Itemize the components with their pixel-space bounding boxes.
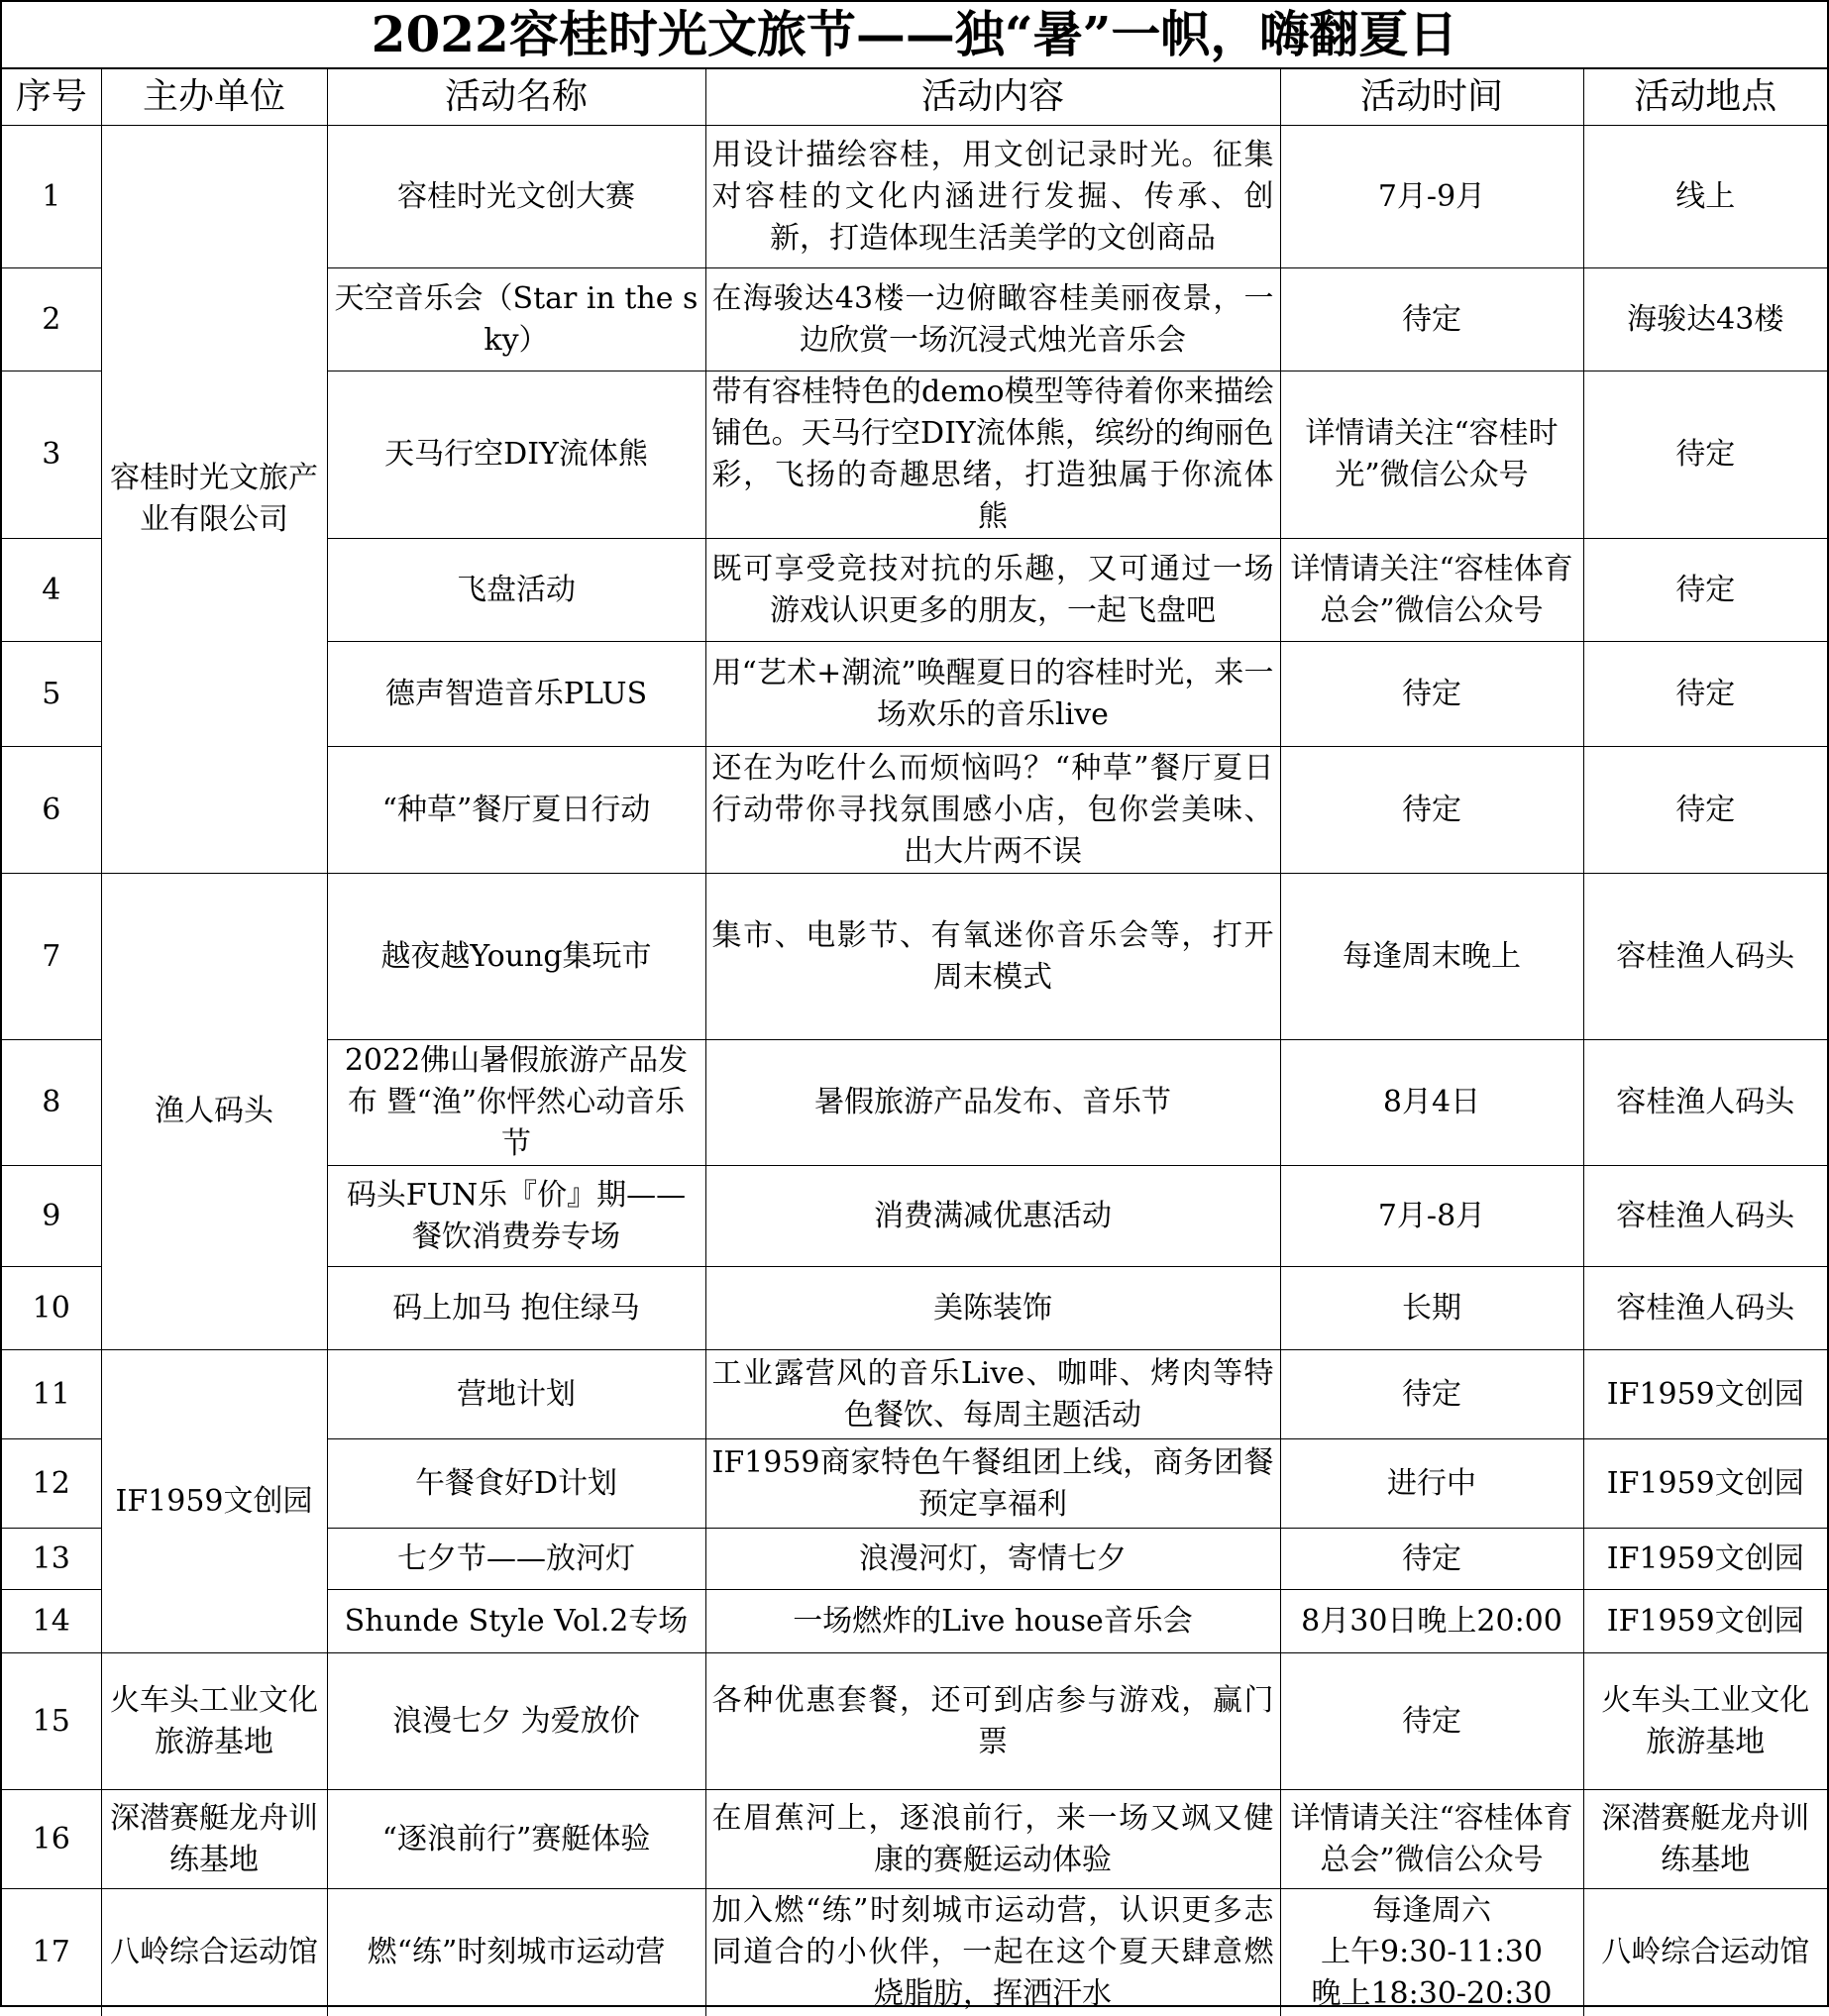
table-row <box>2 126 1827 268</box>
cell-activity-name: “逐浪前行”赛艇体验 <box>327 1790 705 1889</box>
cell-organizer: IF1959文创园 <box>101 1350 327 1653</box>
cell-activity-time: 待定 <box>1280 1350 1583 1439</box>
cell-activity-content: 既可享受竞技对抗的乐趣，又可通过一场游戏认识更多的朋友，一起飞盘吧 <box>705 539 1280 642</box>
cell-activity-content: 各种优惠套餐，还可到店参与游戏，赢门票 <box>705 1653 1280 1790</box>
cell-no: 17 <box>2 1889 101 2016</box>
cell-activity-name: 营地计划 <box>327 1350 705 1439</box>
cell-activity-place: 容桂渔人码头 <box>1583 1040 1827 1166</box>
cell-activity-name: 午餐食好D计划 <box>327 1439 705 1529</box>
header-row <box>2 69 1827 126</box>
cell-no: 4 <box>2 539 101 642</box>
cell-activity-content: 暑假旅游产品发布、音乐节 <box>705 1040 1280 1166</box>
cell-activity-name: 天空音乐会（Star in the sky） <box>327 268 705 371</box>
cell-activity-name: 码上加马 抱住绿马 <box>327 1267 705 1350</box>
table-body <box>2 126 1827 2016</box>
cell-no: 12 <box>2 1439 101 1529</box>
cell-activity-name: 德声智造音乐PLUS <box>327 642 705 747</box>
cell-activity-time: 待定 <box>1280 268 1583 371</box>
cell-organizer: 八岭综合运动馆 <box>101 1889 327 2016</box>
cell-activity-content: 在眉蕉河上，逐浪前行，来一场又飒又健康的赛艇运动体验 <box>705 1790 1280 1889</box>
cell-no: 13 <box>2 1529 101 1590</box>
cell-activity-place: IF1959文创园 <box>1583 1590 1827 1653</box>
cell-activity-name: 2022佛山暑假旅游产品发布 暨“渔”你怦然心动音乐节 <box>327 1040 705 1166</box>
cell-activity-content: 带有容桂特色的demo模型等待着你来描绘铺色。天马行空DIY流体熊，缤纷的绚丽色彩，飞扬的奇趣思绪，打造独属于你流体熊 <box>705 371 1280 539</box>
cell-activity-content: 浪漫河灯，寄情七夕 <box>705 1529 1280 1590</box>
cell-activity-time: 进行中 <box>1280 1439 1583 1529</box>
cell-activity-place: 海骏达43楼 <box>1583 268 1827 371</box>
cell-activity-time: 长期 <box>1280 1267 1583 1350</box>
cell-activity-time: 待定 <box>1280 1653 1583 1790</box>
cell-activity-time: 8月4日 <box>1280 1040 1583 1166</box>
cell-activity-place: 容桂渔人码头 <box>1583 874 1827 1040</box>
cell-activity-name: 飞盘活动 <box>327 539 705 642</box>
cell-activity-name: 越夜越Young集玩市 <box>327 874 705 1040</box>
cell-activity-place: IF1959文创园 <box>1583 1529 1827 1590</box>
cell-activity-content: 美陈装饰 <box>705 1267 1280 1350</box>
cell-activity-content: 还在为吃什么而烦恼吗？“种草”餐厅夏日行动带你寻找氛围感小店，包你尝美味、出大片两不误 <box>705 747 1280 874</box>
cell-activity-time: 待定 <box>1280 747 1583 874</box>
cell-no: 10 <box>2 1267 101 1350</box>
cell-no: 8 <box>2 1040 101 1166</box>
cell-no: 6 <box>2 747 101 874</box>
cell-activity-content: 加入燃“练”时刻城市运动营，认识更多志同道合的小伙伴，一起在这个夏天肆意燃烧脂肪，挥洒汗水 <box>705 1889 1280 2016</box>
cell-activity-place: IF1959文创园 <box>1583 1350 1827 1439</box>
page-title: 2022容桂时光文旅节——独“暑”一帜，嗨翻夏日 <box>2 2 1827 69</box>
cell-activity-time: 待定 <box>1280 1529 1583 1590</box>
header-no: 序号 <box>2 69 101 126</box>
cell-no: 7 <box>2 874 101 1040</box>
cell-activity-content: 消费满减优惠活动 <box>705 1166 1280 1267</box>
cell-activity-name: 码头FUN乐『价』期——餐饮消费券专场 <box>327 1166 705 1267</box>
table-row <box>2 874 1827 1040</box>
cell-organizer: 火车头工业文化旅游基地 <box>101 1653 327 1790</box>
cell-activity-name: 天马行空DIY流体熊 <box>327 371 705 539</box>
cell-activity-place: 待定 <box>1583 642 1827 747</box>
cell-activity-place: 容桂渔人码头 <box>1583 1166 1827 1267</box>
cell-activity-place: 火车头工业文化旅游基地 <box>1583 1653 1827 1790</box>
table-row <box>2 1790 1827 1889</box>
cell-activity-name: 七夕节——放河灯 <box>327 1529 705 1590</box>
cell-no: 15 <box>2 1653 101 1790</box>
cell-activity-place: 待定 <box>1583 371 1827 539</box>
cell-activity-name: “种草”餐厅夏日行动 <box>327 747 705 874</box>
cell-no: 16 <box>2 1790 101 1889</box>
cell-no: 11 <box>2 1350 101 1439</box>
cell-activity-content: 在海骏达43楼一边俯瞰容桂美丽夜景，一边欣赏一场沉浸式烛光音乐会 <box>705 268 1280 371</box>
cell-activity-content: 用设计描绘容桂，用文创记录时光。征集对容桂的文化内涵进行发掘、传承、创新，打造体现生活美学的文创商品 <box>705 126 1280 268</box>
cell-activity-time: 每逢周末晚上 <box>1280 874 1583 1040</box>
cell-activity-content: 工业露营风的音乐Live、咖啡、烤肉等特色餐饮、每周主题活动 <box>705 1350 1280 1439</box>
cell-activity-place: IF1959文创园 <box>1583 1439 1827 1529</box>
header-activity-place: 活动地点 <box>1583 69 1827 126</box>
cell-activity-place: 容桂渔人码头 <box>1583 1267 1827 1350</box>
cell-no: 1 <box>2 126 101 268</box>
cell-activity-name: Shunde Style Vol.2专场 <box>327 1590 705 1653</box>
cell-activity-content: 一场燃炸的Live house音乐会 <box>705 1590 1280 1653</box>
cell-organizer: 渔人码头 <box>101 874 327 1350</box>
cell-activity-place: 八岭综合运动馆 <box>1583 1889 1827 2016</box>
cell-activity-place: 待定 <box>1583 539 1827 642</box>
table-row <box>2 1889 1827 2016</box>
cell-activity-name: 燃“练”时刻城市运动营 <box>327 1889 705 2016</box>
cell-no: 14 <box>2 1590 101 1653</box>
cell-activity-time: 详情请关注“容桂体育总会”微信公众号 <box>1280 539 1583 642</box>
cell-no: 5 <box>2 642 101 747</box>
cell-activity-content: 用“艺术+潮流”唤醒夏日的容桂时光，来一场欢乐的音乐live <box>705 642 1280 747</box>
header-activity-content: 活动内容 <box>705 69 1280 126</box>
cell-activity-content: IF1959商家特色午餐组团上线，商务团餐预定享福利 <box>705 1439 1280 1529</box>
cell-activity-place: 深潜赛艇龙舟训练基地 <box>1583 1790 1827 1889</box>
cell-activity-time: 8月30日晚上20:00 <box>1280 1590 1583 1653</box>
cell-no: 2 <box>2 268 101 371</box>
cell-organizer: 容桂时光文旅产业有限公司 <box>101 126 327 874</box>
cell-organizer: 深潜赛艇龙舟训练基地 <box>101 1790 327 1889</box>
cell-activity-place: 待定 <box>1583 747 1827 874</box>
header-organizer: 主办单位 <box>101 69 327 126</box>
header-activity-time: 活动时间 <box>1280 69 1583 126</box>
activity-table <box>2 69 1827 2016</box>
cell-activity-time: 详情请关注“容桂体育总会”微信公众号 <box>1280 1790 1583 1889</box>
header-activity-name: 活动名称 <box>327 69 705 126</box>
cell-activity-name: 浪漫七夕 为爱放价 <box>327 1653 705 1790</box>
cell-activity-name: 容桂时光文创大赛 <box>327 126 705 268</box>
cell-activity-time: 7月-9月 <box>1280 126 1583 268</box>
table-row <box>2 1653 1827 1790</box>
cell-activity-time: 每逢周六 上午9:30-11:30 晚上18:30-20:30 <box>1280 1889 1583 2016</box>
cell-no: 3 <box>2 371 101 539</box>
cell-activity-time: 详情请关注“容桂时光”微信公众号 <box>1280 371 1583 539</box>
cell-activity-place: 线上 <box>1583 126 1827 268</box>
cell-activity-content: 集市、电影节、有氧迷你音乐会等，打开周末模式 <box>705 874 1280 1040</box>
cell-activity-time: 7月-8月 <box>1280 1166 1583 1267</box>
cell-activity-time: 待定 <box>1280 642 1583 747</box>
table-row <box>2 1350 1827 1439</box>
cell-no: 9 <box>2 1166 101 1267</box>
